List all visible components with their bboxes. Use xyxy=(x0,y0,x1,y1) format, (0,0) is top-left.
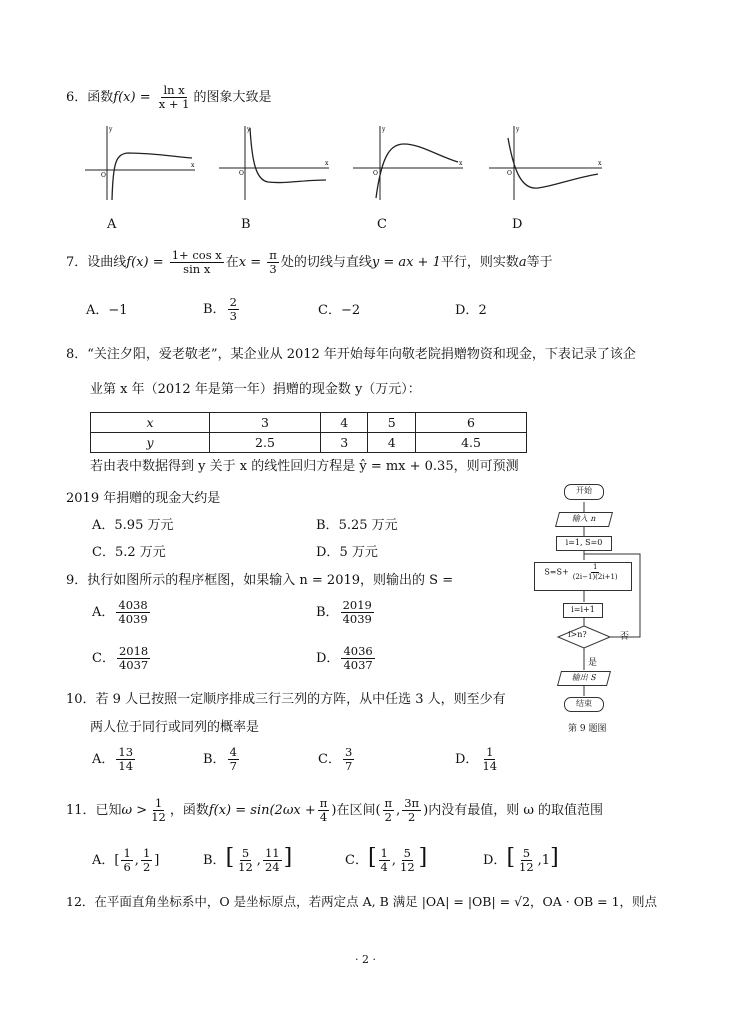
q9-option-b: B． $\frac{2019}{4039}$ xyxy=(316,598,372,626)
graph-a xyxy=(80,122,200,202)
graph-b xyxy=(214,122,334,202)
q8-line2: 业第 x 年（2012 年是第一年）捐赠的现金数 y（万元）： xyxy=(90,382,421,397)
svg-text:x: x xyxy=(191,162,195,169)
q10-option-c: C． $\frac{3}{7}$ xyxy=(318,745,353,773)
flowchart-start: 开始 xyxy=(564,484,604,500)
q8-line4: 2019 年捐赠的现金大约是 xyxy=(66,491,221,506)
table-cell: 2.5 xyxy=(210,433,321,453)
flowchart-init: i=1, S=0 xyxy=(556,536,612,551)
svg-text:x: x xyxy=(325,160,329,167)
table-cell: 3 xyxy=(320,433,368,453)
flowchart-input: 输入 n xyxy=(555,512,613,527)
q7-stem: 7．设曲线f(x) = $\frac{\text{1+ cos x}}{\text{sin x}}$ 在x = $\frac{\pi}{3}$ 处的切线与直线y = ax + 1平行，则实数a等于 xyxy=(66,248,553,276)
svg-text:O: O xyxy=(239,170,244,177)
q10-option-d: D． $\frac{1}{14}$ xyxy=(455,745,498,773)
table-cell: x xyxy=(91,413,210,433)
q10-option-a: A． $\frac{13}{14}$ xyxy=(92,745,134,773)
svg-text:y: y xyxy=(516,126,520,133)
graph-c xyxy=(348,122,468,202)
svg-text:y: y xyxy=(382,126,386,133)
svg-text:y: y xyxy=(109,126,113,133)
q8-line3: 若由表中数据得到 y 关于 x 的线性回归方程是 ŷ = mx + 0.35，则可预测 xyxy=(90,459,519,474)
flowchart-update: S=S+ $\frac{1}{(2i-1)(2i+1)}$ xyxy=(534,562,632,591)
q6-stem: 6．函数f(x) = $\frac{\text{ln x}}{x + 1}$ 的图象大致是 xyxy=(66,83,272,111)
flowchart-output: 输出 S xyxy=(557,671,611,686)
table-cell: 6 xyxy=(416,413,527,433)
table-cell: 4.5 xyxy=(416,433,527,453)
flowchart-increment: i=i+1 xyxy=(563,603,603,618)
q11-option-b: B．[ $\frac{5}{12}$ , $\frac{11}{24}$ ] xyxy=(203,845,293,874)
q8-option-c: C．5.2 万元 xyxy=(92,545,166,560)
q11-option-c: C．[ $\frac{1}{4}$ , $\frac{5}{12}$ ] xyxy=(345,845,428,874)
q7-option-d: D．2 xyxy=(455,303,487,318)
flowchart-no-label: 否 xyxy=(620,632,630,642)
q8-option-b: B．5.25 万元 xyxy=(316,518,398,533)
svg-text:x: x xyxy=(459,160,463,167)
flowchart-caption: 第 9 题图 xyxy=(568,724,607,734)
q10-line1: 10．若 9 人已按照一定顺序排成三行三列的方阵，从中任选 3 人，则至少有 xyxy=(66,692,506,707)
q11-option-a: A．[ $\frac{1}{6}$ , $\frac{1}{2}$ ] xyxy=(92,846,160,874)
q12-stem: 12．在平面直角坐标系中，O 是坐标原点，若两定点 A, B 满足 |OA| = |OB| = √2，OA · OB = 1，则点 xyxy=(66,894,658,909)
q9-option-a: A． $\frac{4038}{4039}$ xyxy=(92,598,148,626)
q11-option-d: D．[ $\frac{5}{12}$ ,1] xyxy=(483,845,559,874)
q9-option-d: D． $\frac{4036}{4037}$ xyxy=(316,644,373,672)
table-cell: y xyxy=(91,433,210,453)
q7-option-a: A．−1 xyxy=(86,303,128,318)
graph-d xyxy=(484,122,608,202)
svg-text:x: x xyxy=(598,160,602,167)
q11-stem: 11．已知ω > $\frac{1}{12}$ ，函数f(x) = sin(2ωx + $\frac{\pi}{4}$ )在区间( $\frac{\pi}{2}$ , $\frac{3\pi}{2}$ )内没有最值，则 ω 的取值范围 xyxy=(66,796,604,824)
table-cell: 5 xyxy=(368,413,416,433)
svg-text:O: O xyxy=(507,170,512,177)
svg-text:O: O xyxy=(373,170,378,177)
q10-line2: 两人位于同行或同列的概率是 xyxy=(90,720,260,735)
graph-label-a: A xyxy=(107,217,117,232)
graph-label-b: B xyxy=(241,217,251,232)
q9-stem: 9．执行如图所示的程序框图，如果输入 n = 2019，则输出的 S = xyxy=(66,573,454,588)
flowchart-yes-label: 是 xyxy=(588,658,598,668)
svg-text:y: y xyxy=(247,126,251,133)
table-row xyxy=(91,413,527,433)
graph-label-c: C xyxy=(377,217,387,232)
q8-data-table xyxy=(90,412,527,453)
page-number: · 2 · xyxy=(355,953,376,966)
q7-option-b: B． $\frac{2}{3}$ xyxy=(203,295,237,323)
graph-label-d: D xyxy=(512,217,523,232)
table-cell: 3 xyxy=(210,413,321,433)
q8-option-d: D．5 万元 xyxy=(316,545,378,560)
q8-line1: 8．“关注夕阳，爱老敬老”，某企业从 2012 年开始每年向敬老院捐赠物资和现金，下表记录了该企 xyxy=(66,347,636,362)
q10-option-b: B． $\frac{4}{7}$ xyxy=(203,745,237,773)
svg-text:O: O xyxy=(101,172,106,179)
table-row xyxy=(91,433,527,453)
q7-option-c: C．−2 xyxy=(318,303,361,318)
flowchart-end: 结束 xyxy=(564,697,604,712)
q8-option-a: A．5.95 万元 xyxy=(92,518,174,533)
table-cell: 4 xyxy=(368,433,416,453)
flowchart-condition: i>n? xyxy=(568,630,587,639)
q9-option-c: C． $\frac{2018}{4037}$ xyxy=(92,644,149,672)
table-cell: 4 xyxy=(320,413,368,433)
